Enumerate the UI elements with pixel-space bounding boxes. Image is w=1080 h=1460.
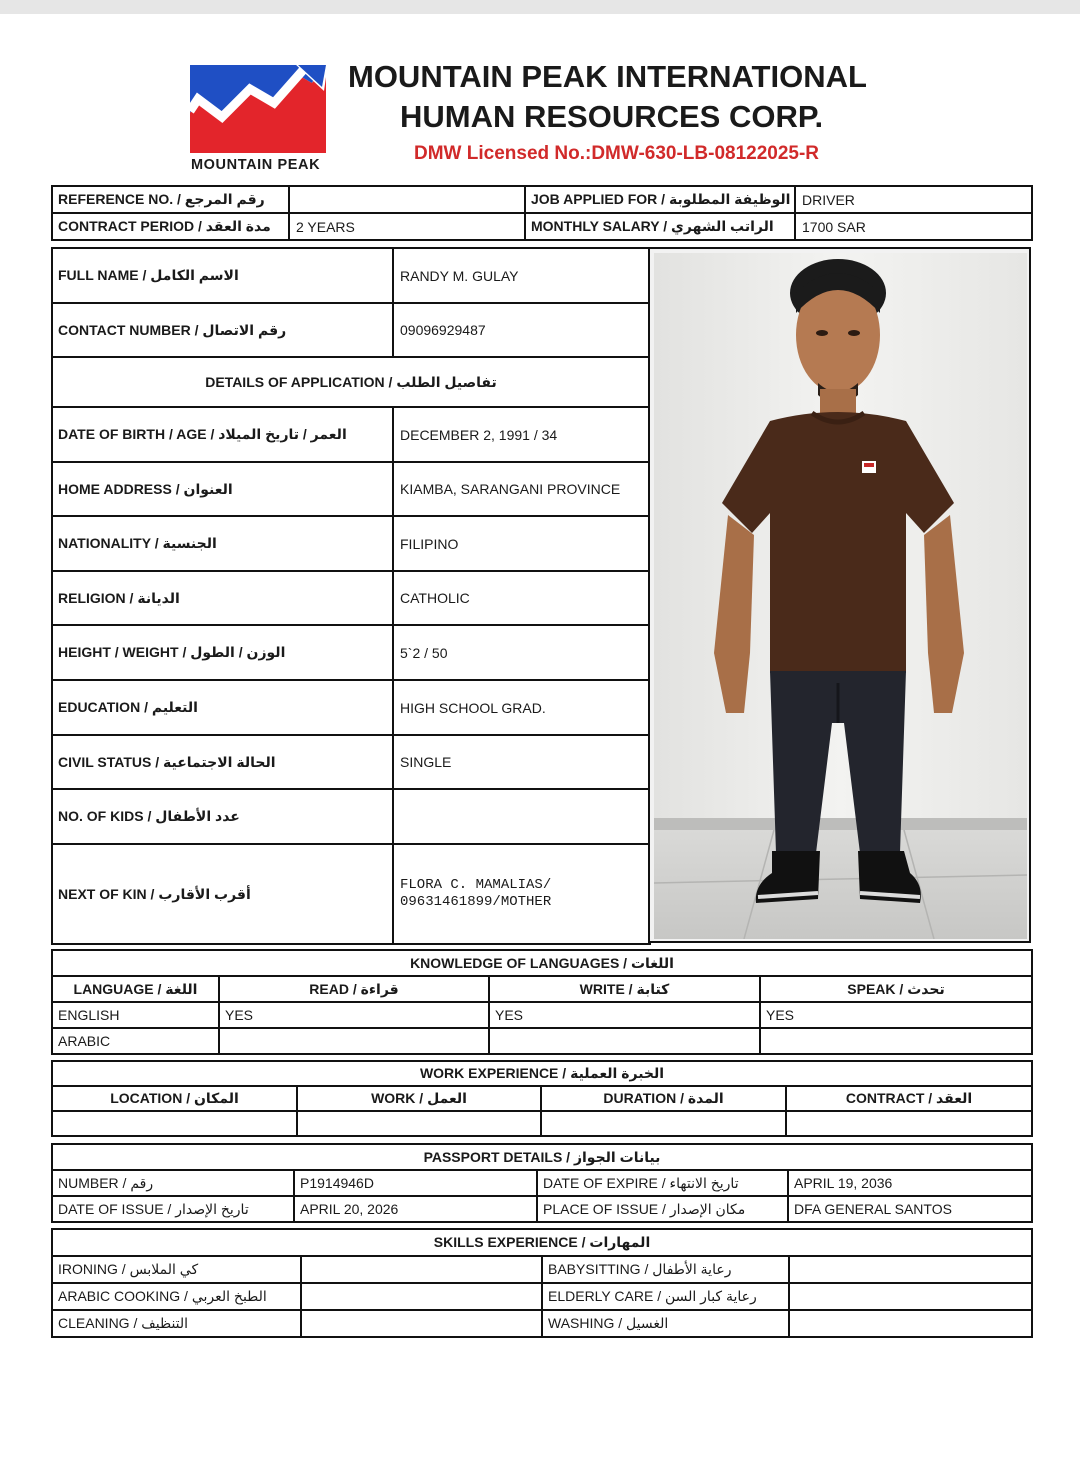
detail-label: NO. OF KIDS / عدد الأطفال [52,789,393,844]
company-logo [186,61,331,179]
read-header: READ / قراءة [219,976,489,1002]
detail-value: KIAMBA, SARANGANI PROVINCE [393,462,650,516]
company-name-line2: HUMAN RESOURCES CORP. [400,99,824,134]
passport-issue: APRIL 20, 2026 [294,1196,537,1222]
detail-value: 5`2 / 50 [393,625,650,680]
passport-number: P1914946D [294,1170,537,1196]
table-row [52,1002,1032,1028]
skill-value [301,1256,542,1283]
table-row [52,1196,1032,1222]
work-location [52,1111,297,1136]
table-row [52,516,650,571]
work-experience-table [51,1060,1033,1137]
passport-issue-label: DATE OF ISSUE / تاريخ الإصدار [52,1196,294,1222]
table-row [52,735,650,789]
company-name-line1: MOUNTAIN PEAK INTERNATIONAL [348,59,867,94]
table-row [52,186,1032,213]
next-of-kin-label: NEXT OF KIN / أقرب الأقارب [52,844,393,944]
skill-value [789,1256,1032,1283]
speak-value: YES [760,1002,1032,1028]
table-row [52,1144,1032,1170]
table-row [52,1310,1032,1337]
skill-value [301,1283,542,1310]
table-row [52,1111,1032,1136]
detail-label: EDUCATION / التعليم [52,680,393,735]
table-row [52,1256,1032,1283]
top-bar [0,0,1080,14]
speak-value [760,1028,1032,1054]
applicant-details-table [51,247,651,945]
skill-label: BABYSITTING / رعاية الأطفال [542,1256,789,1283]
table-row [52,789,650,844]
write-value: YES [489,1002,760,1028]
table-row [52,680,650,735]
write-header: WRITE / كتابة [489,976,760,1002]
details-section-title: DETAILS OF APPLICATION / تفاصيل الطلب [52,357,650,407]
salary-label: MONTHLY SALARY / الراتب الشهري [525,213,795,240]
detail-value: FILIPINO [393,516,650,571]
skills-table [51,1228,1033,1338]
table-row [52,462,650,516]
skill-value [789,1310,1032,1337]
location-header: LOCATION / المكان [52,1086,297,1111]
contract-value: 2 YEARS [289,213,525,240]
table-row [52,1028,1032,1054]
reference-value [289,186,525,213]
contact-value: 09096929487 [393,303,650,357]
job-summary-table [51,185,1033,241]
detail-label: HOME ADDRESS / العنوان [52,462,393,516]
languages-table [51,949,1033,1055]
table-row [52,407,650,462]
skill-label: WASHING / الغسيل [542,1310,789,1337]
skill-value [789,1283,1032,1310]
detail-value: CATHOLIC [393,571,650,625]
table-row [52,844,650,944]
detail-label: CIVIL STATUS / الحالة الاجتماعية [52,735,393,789]
duration-header: DURATION / المدة [541,1086,786,1111]
detail-label: NATIONALITY / الجنسية [52,516,393,571]
job-label: JOB APPLIED FOR / الوظيفة المطلوبة [525,186,795,213]
work-contract [786,1111,1032,1136]
table-row [52,1229,1032,1256]
languages-title: KNOWLEDGE OF LANGUAGES / اللغات [52,950,1032,976]
skill-label: IRONING / كي الملابس [52,1256,301,1283]
table-row [52,357,650,407]
full-name-label: FULL NAME / الاسم الكامل [52,248,393,303]
next-of-kin-name: FLORA C. MAMALIAS/ [400,877,552,893]
detail-value: SINGLE [393,735,650,789]
table-row [52,1086,1032,1111]
detail-label: DATE OF BIRTH / AGE / العمر / تاريخ الميلاد [52,407,393,462]
contract-label: CONTRACT PERIOD / مدة العقد [52,213,289,240]
table-row [52,303,650,357]
language-name: ENGLISH [52,1002,219,1028]
skill-value [301,1310,542,1337]
work-position [297,1111,541,1136]
applicant-photo-frame [648,247,1031,943]
detail-value: HIGH SCHOOL GRAD. [393,680,650,735]
speak-header: SPEAK / تحدث [760,976,1032,1002]
language-header: LANGUAGE / اللغة [52,976,219,1002]
next-of-kin-value [393,844,650,944]
detail-value [393,789,650,844]
passport-table [51,1143,1033,1223]
company-header [0,55,1080,180]
detail-label: HEIGHT / WEIGHT / الوزن / الطول [52,625,393,680]
passport-place-label: PLACE OF ISSUE / مكان الإصدار [537,1196,788,1222]
table-row [52,625,650,680]
passport-place: DFA GENERAL SANTOS [788,1196,1032,1222]
table-row [52,950,1032,976]
detail-label: RELIGION / الديانة [52,571,393,625]
read-value: YES [219,1002,489,1028]
work-title: WORK EXPERIENCE / الخبرة العملية [52,1061,1032,1086]
next-of-kin-contact: 09631461899/MOTHER [400,894,552,910]
language-name: ARABIC [52,1028,219,1054]
applicant-portrait-icon [654,253,1027,939]
work-header: WORK / العمل [297,1086,541,1111]
contact-label: CONTACT NUMBER / رقم الاتصال [52,303,393,357]
table-row [52,976,1032,1002]
salary-value: 1700 SAR [795,213,1032,240]
read-value [219,1028,489,1054]
table-row [52,213,1032,240]
full-name-value: RANDY M. GULAY [393,248,650,303]
applicant-photo [654,253,1027,939]
write-value [489,1028,760,1054]
skill-label: ELDERLY CARE / رعاية كبار السن [542,1283,789,1310]
skill-label: ARABIC COOKING / الطبخ العربي [52,1283,301,1310]
mountain-logo-icon [186,61,331,156]
logo-text: MOUNTAIN PEAK [191,157,321,173]
table-row [52,571,650,625]
job-value: DRIVER [795,186,1032,213]
table-row [52,1061,1032,1086]
passport-number-label: NUMBER / رقم [52,1170,294,1196]
detail-value: DECEMBER 2, 1991 / 34 [393,407,650,462]
table-row [52,248,650,303]
skills-title: SKILLS EXPERIENCE / المهارات [52,1229,1032,1256]
reference-label: REFERENCE NO. / رقم المرجع [52,186,289,213]
contract-header: CONTRACT / العقد [786,1086,1032,1111]
work-duration [541,1111,786,1136]
passport-title: PASSPORT DETAILS / بيانات الجواز [52,1144,1032,1170]
passport-expire-label: DATE OF EXPIRE / تاريخ الانتهاء [537,1170,788,1196]
license-number: DMW Licensed No.:DMW-630-LB-08122025-R [414,143,820,164]
passport-expire: APRIL 19, 2036 [788,1170,1032,1196]
table-row [52,1170,1032,1196]
table-row [52,1283,1032,1310]
skill-label: CLEANING / التنظيف [52,1310,301,1337]
